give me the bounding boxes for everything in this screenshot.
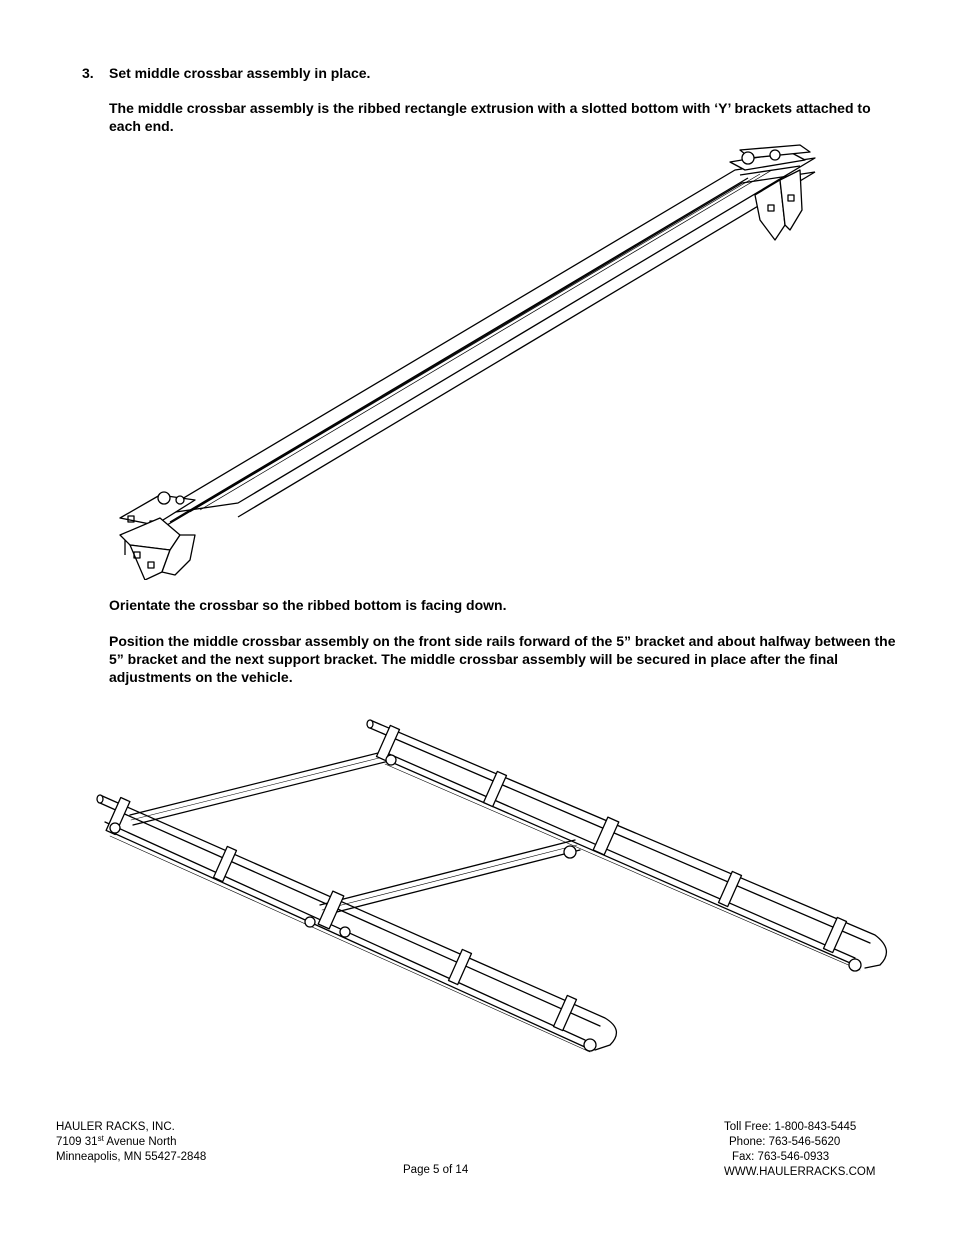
footer-company-address xyxy=(56,1120,206,1165)
toll-free-number: Toll Free: 1-800-843-5445 xyxy=(724,1121,857,1133)
city-state-zip: Minneapolis, MN 55427-2848 xyxy=(56,1151,207,1163)
street-address: 7109 31st Avenue North xyxy=(56,1134,177,1148)
step-heading xyxy=(82,64,370,82)
footer-contact xyxy=(724,1120,875,1180)
website-link[interactable]: WWW.HAULERRACKS.COM xyxy=(724,1166,876,1178)
company-name: HAULER RACKS, INC. xyxy=(56,1121,175,1133)
orientation-instruction: Orientate the crossbar so the ribbed bottom is facing down. xyxy=(109,597,507,613)
phone-number: Phone: 763-546-5620 xyxy=(729,1136,841,1148)
roof-rack-illustration xyxy=(85,700,905,1080)
crossbar-assembly-illustration xyxy=(100,140,830,580)
step-title: Set middle crossbar assembly in place. xyxy=(109,65,371,81)
step-number: 3. xyxy=(82,65,94,81)
page-number: Page 5 of 14 xyxy=(403,1164,469,1176)
crossbar-description: The middle crossbar assembly is the ribbed rectangle extrusion with a slotted bottom with ‘Y’ brackets attached to each end. xyxy=(109,100,871,134)
fax-number: Fax: 763-546-0933 xyxy=(732,1151,830,1163)
position-instruction: Position the middle crossbar assembly on the front side rails forward of the 5” bracket and about halfway between the 5” bracket and the next support bracket. The middle crossbar assembly will be secured in place after the final adjustments on the vehicle. xyxy=(109,633,896,685)
